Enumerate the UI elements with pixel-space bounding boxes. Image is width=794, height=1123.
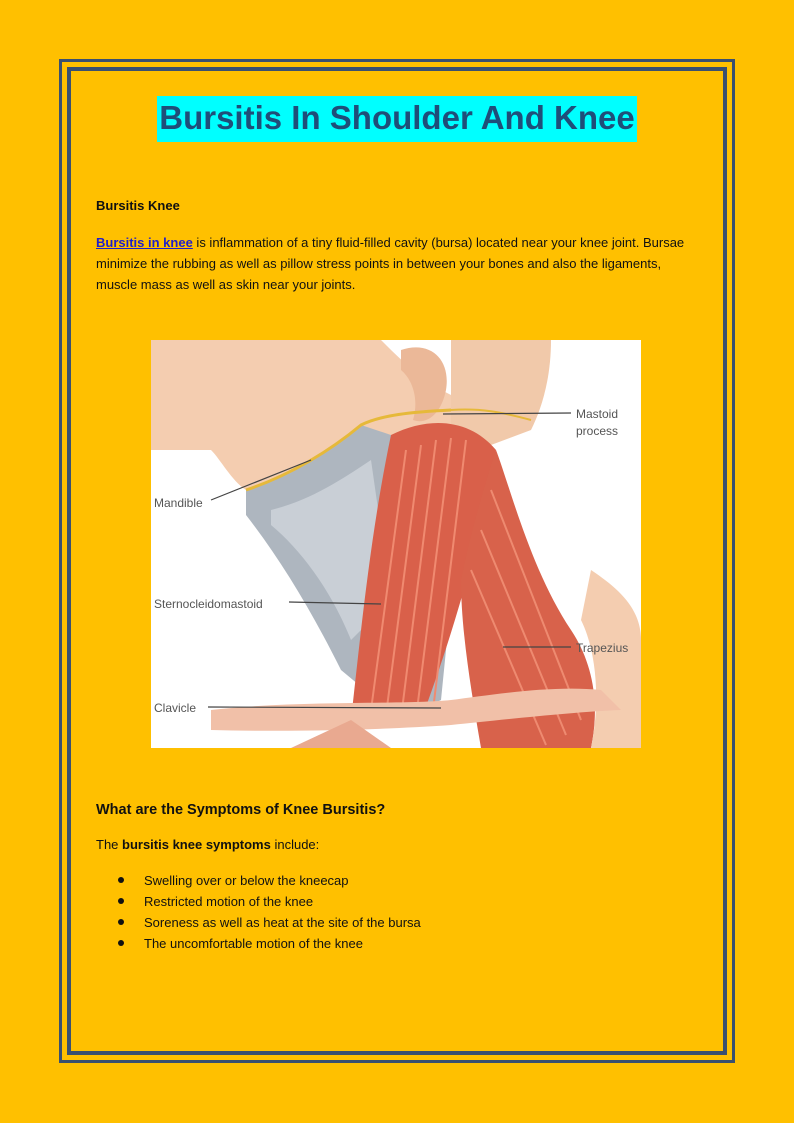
- bullet-icon: [118, 919, 124, 925]
- page-title: Bursitis In Shoulder And Knee: [157, 96, 637, 142]
- bursitis-in-knee-link[interactable]: Bursitis in knee: [96, 235, 193, 250]
- label-mastoid: Mastoid: [576, 407, 619, 421]
- list-item: [96, 912, 421, 933]
- intro-bold: bursitis knee symptoms: [122, 837, 271, 852]
- section-heading-symptoms: What are the Symptoms of Knee Bursitis?: [96, 802, 386, 818]
- symptoms-intro: [96, 837, 319, 852]
- symptoms-list: [96, 870, 421, 954]
- bullet-icon: [118, 877, 124, 883]
- list-item-text: The uncomfortable motion of the knee: [144, 936, 363, 951]
- label-mandible: Mandible: [154, 496, 203, 510]
- intro-paragraph: [96, 232, 696, 295]
- intro-post: include:: [270, 837, 320, 852]
- intro-pre: The: [96, 837, 123, 852]
- list-item: [96, 870, 421, 891]
- list-item-text: Soreness as well as heat at the site of the bursa: [144, 915, 421, 930]
- bullet-icon: [118, 940, 124, 946]
- list-item: [96, 891, 421, 912]
- label-sternocleidomastoid: Sternocleidomastoid: [154, 597, 263, 611]
- intro-paragraph-text: is inflammation of a tiny fluid-filled cavity (bursa) located near your knee joint. Bursae minimize the rubbing as well as pillow stress points in between your bones and also the ligaments, muscle mass as well as skin near your joints.: [96, 235, 685, 292]
- section-heading-bursitis-knee: Bursitis Knee: [96, 198, 180, 213]
- label-trapezius: Trapezius: [576, 641, 629, 655]
- list-item-text: Swelling over or below the kneecap: [144, 873, 349, 888]
- list-item-text: Restricted motion of the knee: [144, 894, 314, 909]
- bullet-icon: [118, 898, 124, 904]
- title-container: [0, 96, 794, 142]
- label-mastoid-process: process: [576, 424, 619, 438]
- neck-anatomy-illustration: [151, 340, 641, 748]
- list-item: [96, 933, 421, 954]
- label-clavicle: Clavicle: [154, 701, 197, 715]
